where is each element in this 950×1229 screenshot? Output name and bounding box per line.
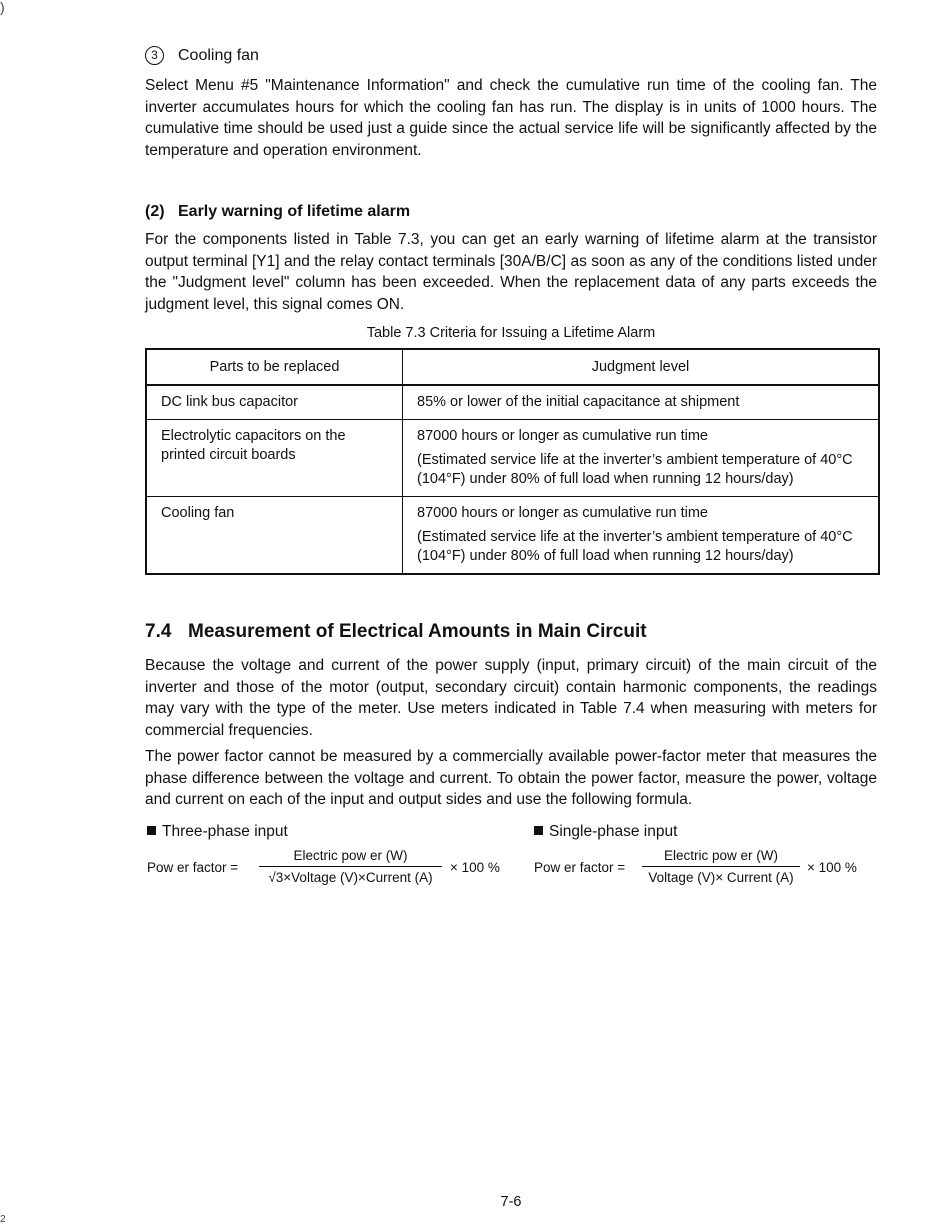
cooling-fan-heading-text: Cooling fan [178,47,259,64]
level-text: 87000 hours or longer as cumulative run time [417,428,708,444]
formula-denominator: √3×Voltage (V)×Current (A) [268,869,433,885]
table-cell-part: DC link bus capacitor [146,385,403,420]
three-phase-formula [145,821,515,893]
table-header-parts: Parts to be replaced [146,349,403,385]
table-row [146,497,879,575]
formula-numerator: Electric pow er (W) [293,847,408,863]
early-warning-heading [145,201,877,223]
formula-denominator: Voltage (V)× Current (A) [648,869,794,885]
table-cell-part: Cooling fan [146,497,403,575]
table-cell-level [403,497,880,575]
square-bullet-icon [147,826,156,835]
single-phase-title-text: Single-phase input [549,822,678,840]
page-number: 7-6 [500,1194,522,1210]
early-warning-paragraph: For the components listed in Table 7.3, you can get an early warning of lifetime alarm at the transistor output terminal [Y1] and the relay contact terminals [30A/B/C] as soon as any of the conditions listed under the "Judgment level" column has been exceeded. When the replacement data of any parts exceeds the judgment level, this signal comes ON. [145,231,877,313]
level-note: (Estimated service life at the inverter’s ambient temperature of 40°C (104°F) under 80% of full load when running 12 hours/day) [417,529,853,564]
lifetime-alarm-table [145,348,880,575]
formula-multiplier: × 100 % [807,859,857,875]
level-note: (Estimated service life at the inverter’s ambient temperature of 40°C (104°F) under 80% of full load when running 12 hours/day) [417,452,853,487]
measurement-section-title: Measurement of Electrical Amounts in Main Circuit [188,621,647,642]
formula-fraction [642,847,800,886]
table-header-judgment: Judgment level [403,349,880,385]
table-header-row [146,349,879,385]
measurement-section-number: 7.4 [145,621,172,642]
table-cell-level [403,420,880,497]
square-bullet-icon [534,826,543,835]
level-text: 85% or lower of the initial capacitance at shipment [417,394,740,410]
circled-number-marker: 3 [145,46,164,65]
table-row [146,385,879,420]
table-caption: Table 7.3 Criteria for Issuing a Lifetime Alarm [366,325,656,341]
measurement-paragraph-1: Because the voltage and current of the power supply (input, primary circuit) of the main circuit of the inverter and those of the motor (output, secondary circuit) contain harmonic components, the readings may vary with the type of the meter. Use meters indicated in Table 7.4 when measuring with meters for commercial frequencies. [145,657,877,739]
early-warning-heading-text: Early warning of lifetime alarm [178,203,411,220]
cooling-fan-heading [145,45,877,67]
cooling-fan-paragraph: Select Menu #5 "Maintenance Information" and check the cumulative run time of the cooling fan. The inverter accumulates hours for which the cooling fan has run. The display is in units of 1000 hours. The cumulative time should be used just a guide since the actual service life will be significantly affected by the temperature and operation environment. [145,77,877,159]
formula-fraction [259,847,442,886]
single-phase-title [532,821,877,842]
page-content [145,45,877,901]
page-edge-mark: ) [0,0,5,15]
table-cell-level [403,385,880,420]
single-phase-formula [532,821,877,893]
power-factor-formulas [145,821,877,901]
formula-label: Pow er factor = [534,859,626,875]
three-phase-title [145,821,515,842]
measurement-paragraph-2: The power factor cannot be measured by a commercially available power-factor meter that measures the phase difference between the voltage and current. To obtain the power factor, measure the power, voltage and current on each of the input and output sides and use the following formula. [145,748,877,808]
table-row [146,420,879,497]
measurement-section-heading [145,619,877,645]
level-text: 87000 hours or longer as cumulative run time [417,505,708,521]
formula-label: Pow er factor = [147,859,239,875]
formula-multiplier: × 100 % [450,859,500,875]
three-phase-title-text: Three-phase input [162,822,288,840]
page-edge-mark-bottom: 2 [0,1214,6,1225]
formula-numerator: Electric pow er (W) [663,847,778,863]
table-cell-part: Electrolytic capacitors on the printed circuit boards [146,420,403,497]
early-warning-number: (2) [145,203,165,220]
